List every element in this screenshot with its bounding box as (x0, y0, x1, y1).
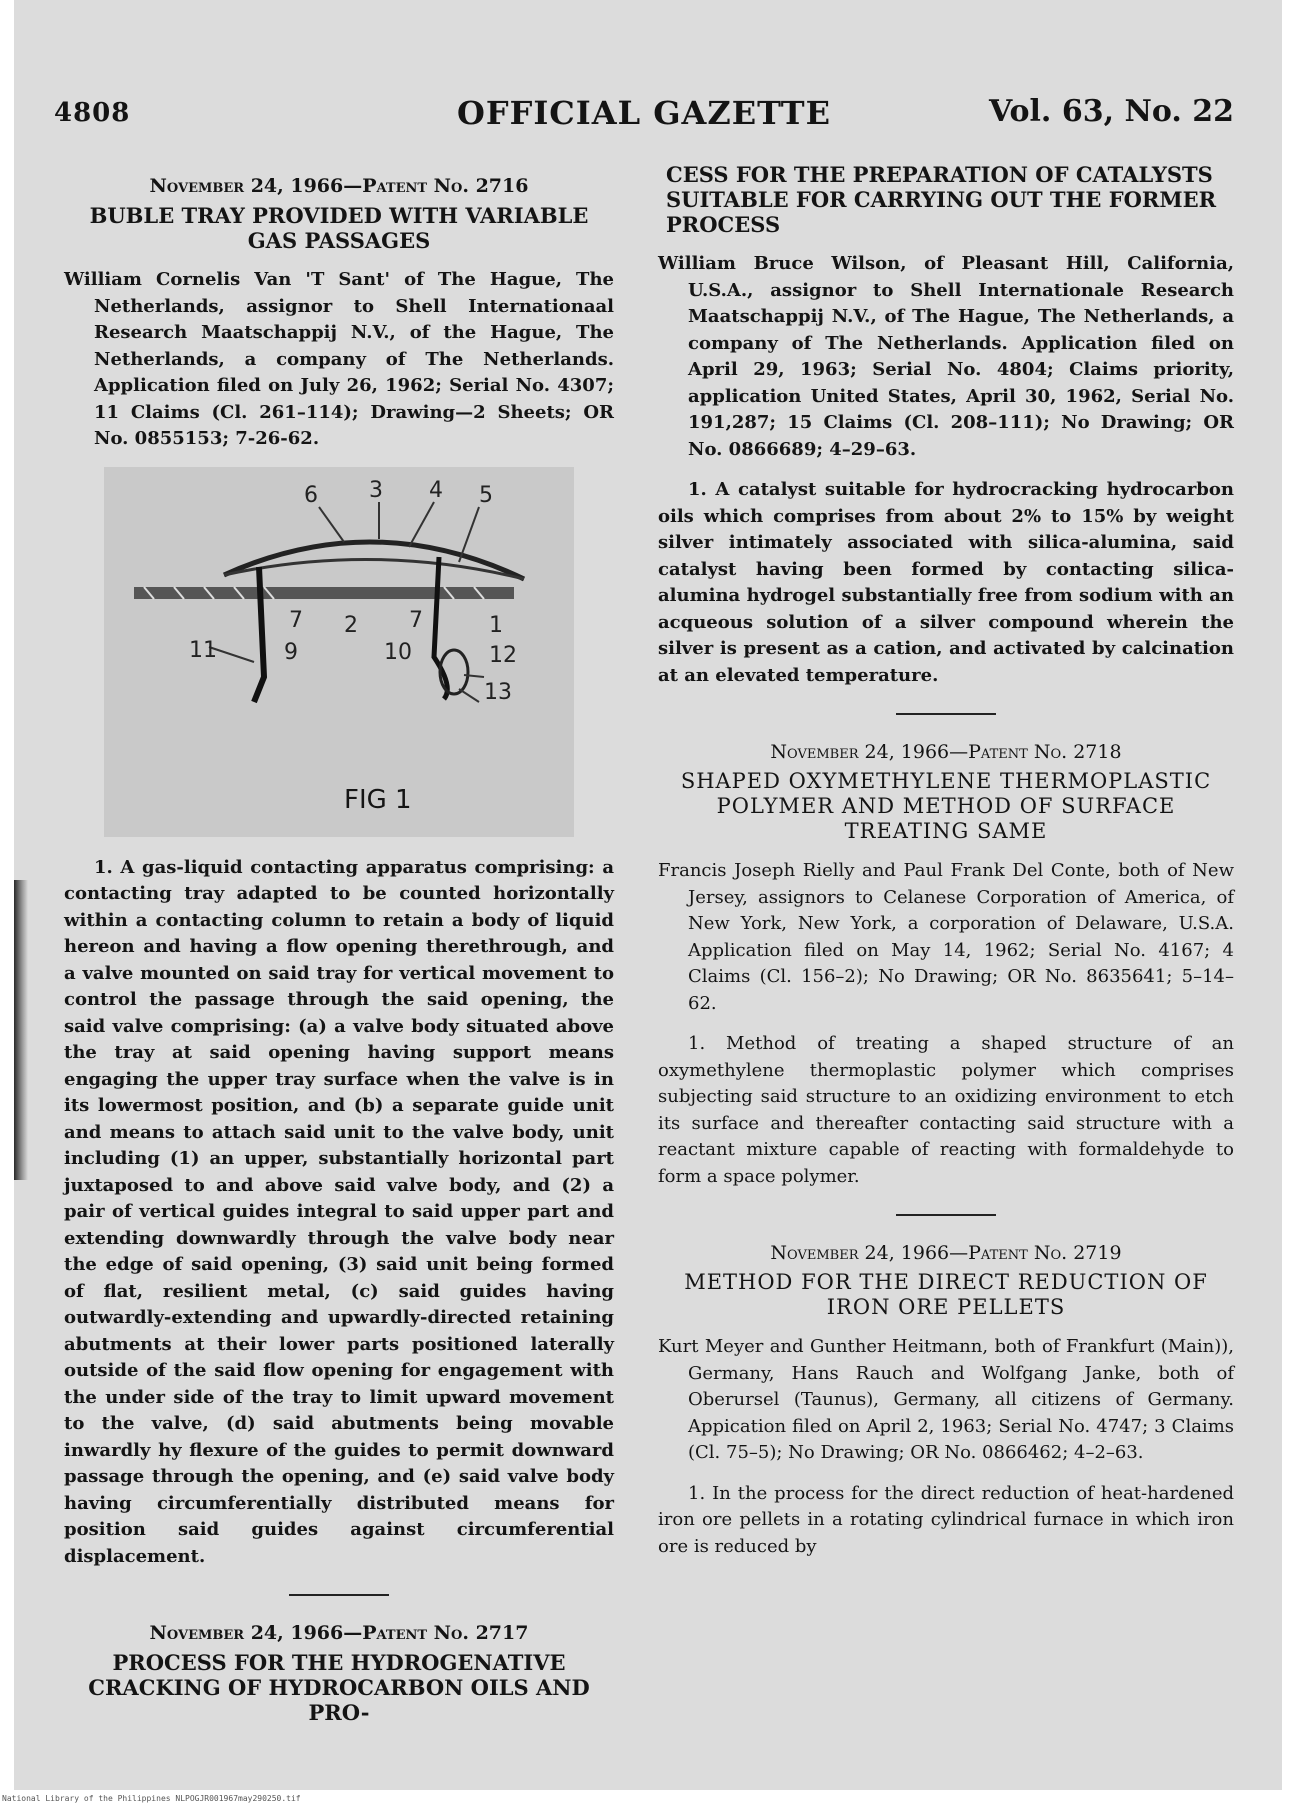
page-edge-shadow (14, 880, 28, 1180)
gazette-page (14, 0, 1282, 1790)
section-divider (289, 1594, 389, 1596)
patent-claim: 1. Method of treating a shaped structure of an oxymethylene thermoplastic polymer which comprises subjecting said structure to an oxidizing environment to etch its surface and thereafter contacting said structure with a reactant mixture capable of reacting with formaldehyde to form a space polymer. (658, 1033, 1234, 1187)
label-4: 4 (429, 477, 443, 503)
label-13: 13 (484, 679, 512, 705)
right-column (658, 162, 1234, 1560)
patent-claim: 1. In the process for the direct reduction of heat-hardened iron ore pellets in a rotating cylindrical furnace in which iron ore is reduced by (658, 1482, 1234, 1557)
patent-date-line: November 24, 1966—Patent No. 2717 (149, 1622, 529, 1644)
patent-title-part-1: PROCESS FOR THE HYDROGENATIVE CRACKING OF HYDROCARBON OILS AND PRO- (88, 1650, 590, 1725)
page-header (54, 88, 1234, 138)
patent-figure (104, 467, 574, 837)
publication-title: OFFICIAL GAZETTE (457, 94, 831, 132)
volume-number: Vol. 63, No. 22 (989, 94, 1234, 129)
patent-2716 (64, 175, 614, 1570)
page-number: 4808 (54, 98, 131, 128)
patent-bibliographic: Francis Joseph Rielly and Paul Frank Del Conte, both of New Jersey, assignors to Celanese Corporation of America, of New York, New York, a corporation of Delaware, U.S.A. Application filed on May 14, 1962; Serial No. 4167; 4 Claims (Cl. 156–2); No Drawing; OR No. 8635641; 5–14–62. (658, 860, 1234, 1014)
label-2: 2 (344, 612, 358, 638)
label-11: 11 (189, 637, 217, 663)
label-5: 5 (479, 482, 493, 508)
label-7b: 7 (409, 607, 423, 633)
label-7a: 7 (289, 607, 303, 633)
patent-date-line: November 24, 1966—Patent No. 2718 (770, 741, 1122, 763)
patent-2719 (658, 1242, 1234, 1560)
scan-footer: National Library of the Philippines NLPOGJR001967may290250.tif (2, 1794, 301, 1803)
section-divider (896, 713, 996, 715)
patent-bibliographic: William Cornelis Van 'T Sant' of The Hague, The Netherlands, assignor to Shell Internationaal Research Maatschappij N.V., of the Hague, The Netherlands, a company of The Netherlands. Application filed on July 26, 1962; Serial No. 4307; 11 Claims (Cl. 261–114); Drawing—2 Sheets; OR No. 0855153; 7-26-62. (64, 269, 614, 449)
patent-title: METHOD FOR THE DIRECT REDUCTION OF IRON ORE PELLETS (684, 1270, 1208, 1319)
label-9: 9 (284, 639, 298, 665)
patent-bibliographic: Kurt Meyer and Gunther Heitmann, both of Frankfurt (Main)), Germany, Hans Rauch and Wolfgang Janke, both of Oberursel (Taunus), Germany, all citizens of Germany. Appication filed on April 2, 1963; Serial No. 4747; 3 Claims (Cl. 75–5); No Drawing; OR No. 0866462; 4–2–63. (658, 1336, 1234, 1463)
left-column (64, 175, 614, 1739)
patent-date-line: November 24, 1966—Patent No. 2719 (770, 1242, 1122, 1264)
patent-title: SHAPED OXYMETHYLENE THERMOPLASTIC POLYMER AND METHOD OF SURFACE TREATING SAME (680, 769, 1212, 843)
patent-title: BUBLE TRAY PROVIDED WITH VARIABLE GAS PASSAGES (89, 203, 589, 253)
bubble-tray-drawing (104, 467, 574, 837)
label-12: 12 (489, 642, 517, 668)
label-1: 1 (489, 612, 503, 638)
patent-2717-continued (658, 162, 1234, 689)
patent-bibliographic: William Bruce Wilson, of Pleasant Hill, California, U.S.A., assignor to Shell Internationale Research Maatschappij N.V., of The Hague, The Netherlands, a company of The Netherlands. Application filed on April 29, 1963; Serial No. 4804; Claims priority, application United States, April 30, 1962, Serial No. 191,287; 15 Claims (Cl. 208–111); No Drawing; OR No. 0866689; 4–29–63. (658, 253, 1234, 460)
patent-claim: 1. A catalyst suitable for hydrocracking hydrocarbon oils which comprises from about 2% to 15% by weight silver intimately associated with silica-alumina, said catalyst having been formed by contacting silica-alumina hydrogel substantially free from sodium with an acqueous solution of a silver compound wherein the silver is present as a cation, and activated by calcination at an elevated temperature. (658, 479, 1234, 686)
patent-title-part-2: CESS FOR THE PREPARATION OF CATALYSTS SUITABLE FOR CARRYING OUT THE FORMER PROCESS (666, 162, 1217, 237)
figure-caption: FIG 1 (344, 784, 412, 815)
label-6: 6 (304, 482, 318, 508)
patent-2718 (658, 741, 1234, 1190)
patent-2717-start (64, 1622, 614, 1725)
label-3: 3 (369, 477, 383, 503)
patent-date-line: November 24, 1966—Patent No. 2716 (149, 175, 529, 197)
section-divider (896, 1214, 996, 1216)
patent-claim: 1. A gas-liquid contacting apparatus comprising: a contacting tray adapted to be counted horizontally within a contacting column to retain a body of liquid hereon and having a flow opening therethrough, and a valve mounted on said tray for vertical movement to control the passage through the said opening, the said valve comprising: (a) a valve body situated above the tray at said opening having support means engaging the upper tray surface when the valve is in its lowermost position, and (b) a separate guide unit and means to attach said unit to the valve body, unit including (1) an upper, substantially horizontal part juxtaposed to and above said valve body, and (2) a pair of vertical guides integral to said upper part and extending downwardly through the valve body near the edge of said opening, (3) said unit being formed of flat, resilient metal, (c) said guides having outwardly-extending and upwardly-directed retaining abutments at their lower parts positioned laterally outside of the said flow opening for engagement with the under side of the tray to limit upward movement to the valve, (d) said abutments being movable inwardly hy flexure of the guides to permit downward passage through the opening, and (e) said valve body having circumferentially distributed means for position said guides against circumferential displacement. (64, 856, 614, 1567)
label-10: 10 (384, 639, 412, 665)
